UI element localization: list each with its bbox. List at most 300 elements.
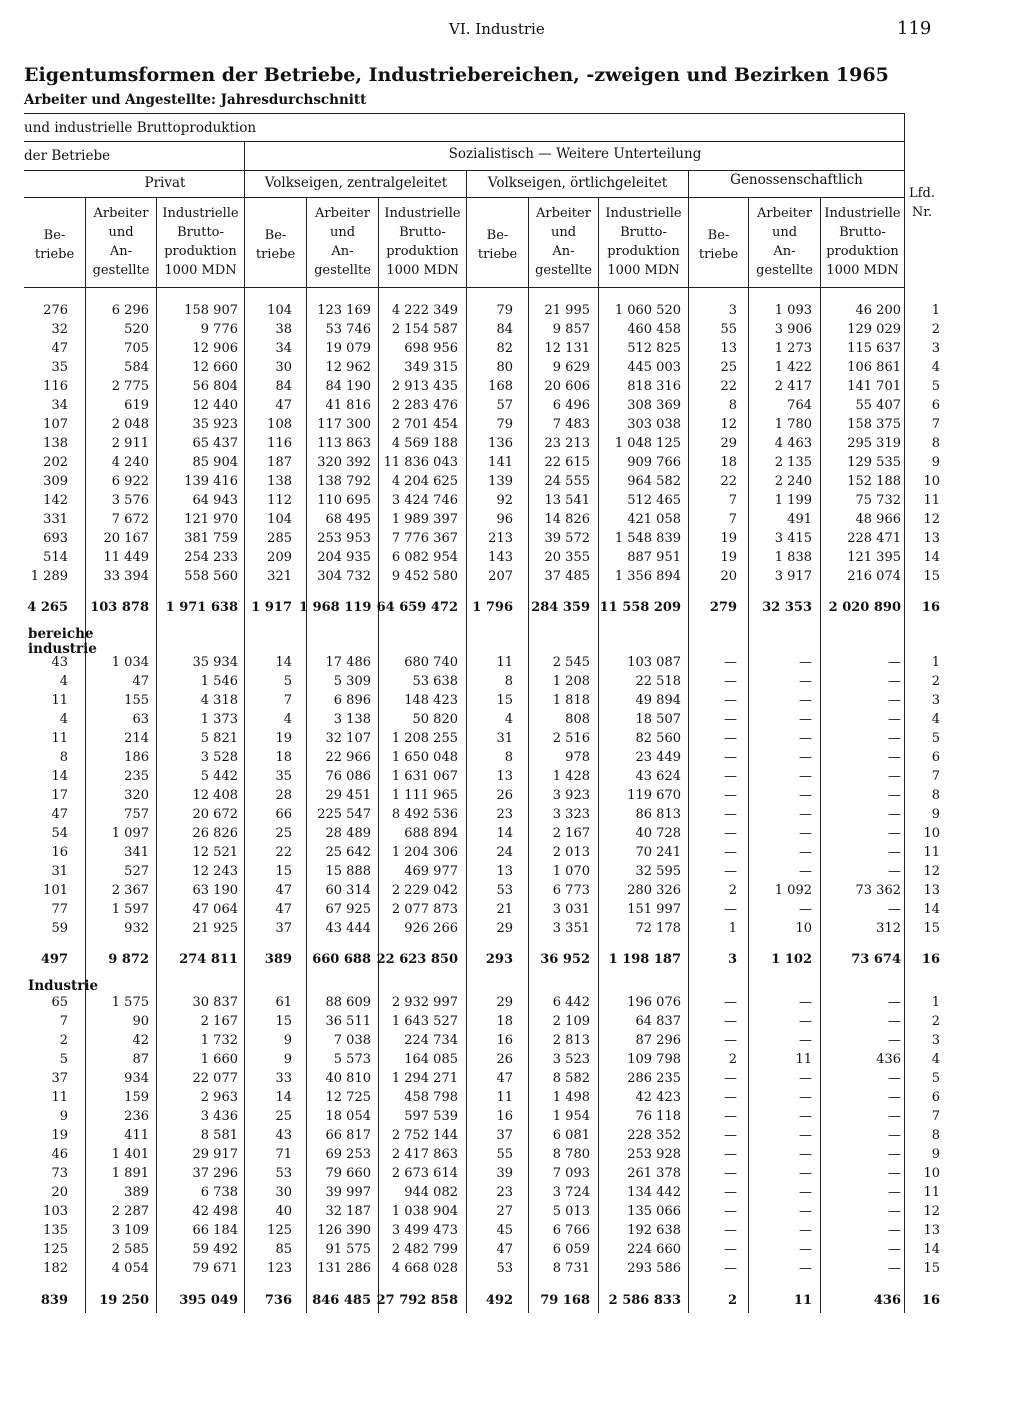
table-cell: 6 496 — [552, 398, 590, 413]
table-row — [0, 750, 1024, 769]
table-cell: — — [888, 1090, 901, 1105]
table-cell: 25 — [275, 1109, 292, 1124]
table-cell: — — [724, 712, 737, 727]
table-cell: 64 837 — [635, 1014, 681, 1029]
table-cell: 90 — [132, 1014, 149, 1029]
table-cell: 978 — [565, 750, 590, 765]
table-cell: 1 204 306 — [391, 845, 458, 860]
table-cell: 5 821 — [200, 731, 238, 746]
row-number: 8 — [931, 436, 940, 451]
subheader-zentral-produktion: Industrielle Brutto- produktion 1000 MDN — [384, 206, 461, 278]
table-cell: 121 970 — [184, 512, 238, 527]
table-cell: 293 586 — [627, 1261, 681, 1276]
table-cell: 497 — [40, 952, 68, 967]
table-cell: 1 294 271 — [391, 1071, 458, 1086]
table-cell: 9 452 580 — [391, 569, 458, 584]
table-cell: 48 966 — [855, 512, 901, 527]
table-cell: 15 — [275, 864, 292, 879]
table-cell: 597 539 — [404, 1109, 458, 1124]
table-cell: 70 241 — [635, 845, 681, 860]
table-cell: 5 — [59, 1052, 68, 1067]
table-cell: 22 623 850 — [376, 952, 458, 967]
table-cell: — — [799, 864, 812, 879]
table-cell: 32 595 — [635, 864, 681, 879]
table-cell: 139 416 — [184, 474, 238, 489]
table-cell: 29 — [496, 921, 513, 936]
row-number: 7 — [931, 1109, 940, 1124]
table-cell: 5 573 — [333, 1052, 371, 1067]
table-cell: 29 — [496, 995, 513, 1010]
table-cell: — — [724, 655, 737, 670]
table-cell: 134 442 — [627, 1185, 681, 1200]
table-row — [0, 1185, 1024, 1204]
table-cell: 2 673 614 — [391, 1166, 458, 1181]
row-number: 9 — [931, 1147, 940, 1162]
table-cell: — — [888, 807, 901, 822]
table-cell: 4 569 188 — [391, 436, 458, 451]
table-cell: 25 642 — [325, 845, 371, 860]
table-cell: — — [724, 1071, 737, 1086]
table-cell: 138 — [267, 474, 292, 489]
table-cell: 1 356 894 — [614, 569, 681, 584]
table-cell: 909 766 — [627, 455, 681, 470]
table-cell: 18 507 — [635, 712, 681, 727]
table-cell: 17 486 — [325, 655, 371, 670]
table-cell: 80 — [496, 360, 513, 375]
table-cell: 303 038 — [627, 417, 681, 432]
table-cell: 59 — [51, 921, 68, 936]
table-cell: — — [799, 1242, 812, 1257]
table-cell: 293 — [485, 952, 513, 967]
table-cell: 2 013 — [552, 845, 590, 860]
table-cell: 141 701 — [847, 379, 901, 394]
table-cell: 285 — [267, 531, 292, 546]
table-cell: 22 — [275, 845, 292, 860]
table-cell: — — [724, 769, 737, 784]
table-cell: 53 — [496, 883, 513, 898]
table-cell: 87 296 — [635, 1033, 681, 1048]
table-cell: 79 660 — [325, 1166, 371, 1181]
table-row — [0, 921, 1024, 940]
row-number: 5 — [931, 1071, 940, 1086]
table-cell: 2 417 — [774, 379, 812, 394]
table-cell: 30 837 — [192, 995, 238, 1010]
table-cell: 29 451 — [325, 788, 371, 803]
table-cell: 66 817 — [325, 1128, 371, 1143]
table-cell: 55 407 — [855, 398, 901, 413]
running-header: VI. Industrie — [449, 20, 545, 38]
table-row — [0, 493, 1024, 512]
table-cell: 5 013 — [552, 1204, 590, 1219]
row-number: 2 — [931, 322, 940, 337]
table-cell: 2 545 — [552, 655, 590, 670]
table-cell: 11 — [795, 1052, 812, 1067]
table-cell: 3 109 — [111, 1223, 149, 1238]
total-row — [0, 600, 1024, 619]
table-cell: — — [799, 1166, 812, 1181]
table-cell: 2 813 — [552, 1033, 590, 1048]
table-cell: 11 — [496, 655, 513, 670]
table-cell: 2 077 873 — [391, 902, 458, 917]
table-cell: 312 — [876, 921, 901, 936]
table-cell: 7 672 — [111, 512, 149, 527]
table-cell: — — [888, 1185, 901, 1200]
table-cell: 680 740 — [404, 655, 458, 670]
table-cell: — — [888, 769, 901, 784]
table-cell: — — [724, 1109, 737, 1124]
table-row — [0, 398, 1024, 417]
table-cell: 129 029 — [847, 322, 901, 337]
table-cell: 15 888 — [325, 864, 371, 879]
table-row — [0, 531, 1024, 550]
table-cell: 13 541 — [544, 493, 590, 508]
table-cell: 1 548 839 — [614, 531, 681, 546]
table-row — [0, 455, 1024, 474]
table-cell: 21 — [496, 902, 513, 917]
table-cell: 54 — [51, 826, 68, 841]
table-row — [0, 341, 1024, 360]
table-cell: 15 — [275, 1014, 292, 1029]
table-row — [0, 474, 1024, 493]
table-cell: 11 — [51, 693, 68, 708]
row-number: 7 — [931, 769, 940, 784]
table-cell: 304 732 — [317, 569, 371, 584]
table-cell: 88 609 — [325, 995, 371, 1010]
table-cell: 76 086 — [325, 769, 371, 784]
table-cell: 209 — [267, 550, 292, 565]
table-cell: 1 — [728, 921, 737, 936]
table-cell: 35 923 — [192, 417, 238, 432]
table-cell: 47 — [51, 341, 68, 356]
table-cell: 1 650 048 — [391, 750, 458, 765]
table-cell: — — [724, 845, 737, 860]
table-cell: 86 813 — [635, 807, 681, 822]
table-cell: 3 917 — [774, 569, 812, 584]
table-row — [0, 1071, 1024, 1090]
table-cell: 1 373 — [200, 712, 238, 727]
table-cell: 349 315 — [404, 360, 458, 375]
table-cell: 6 442 — [552, 995, 590, 1010]
table-cell: 389 — [124, 1185, 149, 1200]
table-row — [0, 883, 1024, 902]
table-cell: 43 444 — [325, 921, 371, 936]
table-row — [0, 303, 1024, 322]
table-cell: 1 660 — [200, 1052, 238, 1067]
table-cell: 47 064 — [192, 902, 238, 917]
table-cell: 1 289 — [30, 569, 68, 584]
table-cell: — — [724, 1185, 737, 1200]
table-row — [0, 693, 1024, 712]
table-cell: 14 826 — [544, 512, 590, 527]
table-cell: 1 102 — [771, 952, 812, 967]
table-cell: — — [724, 826, 737, 841]
table-cell: 43 624 — [635, 769, 681, 784]
header-continuation-1: und industrielle Bruttoproduktion — [24, 120, 257, 136]
header-lfd-nr: Lfd. Nr. — [909, 186, 935, 220]
table-cell: 59 492 — [192, 1242, 238, 1257]
table-cell: 3 323 — [552, 807, 590, 822]
table-cell: 18 — [720, 455, 737, 470]
table-cell: 6 082 954 — [391, 550, 458, 565]
table-cell: 24 555 — [544, 474, 590, 489]
table-cell: 142 — [43, 493, 68, 508]
table-cell: 309 — [43, 474, 68, 489]
table-cell: 129 535 — [847, 455, 901, 470]
table-cell: — — [888, 788, 901, 803]
table-cell: 1 070 — [552, 864, 590, 879]
table-row — [0, 902, 1024, 921]
table-cell: — — [799, 1223, 812, 1238]
table-cell: 19 250 — [99, 1293, 149, 1308]
table-cell: 11 — [51, 731, 68, 746]
table-cell: 12 725 — [325, 1090, 371, 1105]
table-cell: — — [724, 1223, 737, 1238]
table-cell: 151 997 — [627, 902, 681, 917]
table-cell: 469 977 — [404, 864, 458, 879]
table-cell: 11 — [51, 1090, 68, 1105]
table-cell: 3 923 — [552, 788, 590, 803]
table-cell: 3 906 — [774, 322, 812, 337]
table-row — [0, 864, 1024, 883]
table-cell: 3 415 — [774, 531, 812, 546]
table-cell: 693 — [43, 531, 68, 546]
table-cell: 34 — [51, 398, 68, 413]
table-cell: 84 — [275, 379, 292, 394]
table-cell: 286 235 — [627, 1071, 681, 1086]
table-cell: 65 — [51, 995, 68, 1010]
table-cell: 228 352 — [627, 1128, 681, 1143]
table-cell: 36 511 — [325, 1014, 371, 1029]
table-cell: 155 — [124, 693, 149, 708]
table-cell: 8 581 — [200, 1128, 238, 1143]
table-cell: 22 — [720, 379, 737, 394]
table-cell: 4 668 028 — [391, 1261, 458, 1276]
table-cell: 26 826 — [192, 826, 238, 841]
table-cell: 47 — [275, 902, 292, 917]
table-cell: 20 606 — [544, 379, 590, 394]
table-cell: 1 093 — [774, 303, 812, 318]
table-cell: 63 — [132, 712, 149, 727]
table-cell: — — [888, 845, 901, 860]
row-number: 8 — [931, 1128, 940, 1143]
row-number: 14 — [923, 902, 940, 917]
table-cell: 527 — [124, 864, 149, 879]
table-cell: 4 265 — [27, 600, 68, 615]
table-cell: 43 — [51, 655, 68, 670]
row-number: 12 — [923, 864, 940, 879]
table-cell: 4 054 — [111, 1261, 149, 1276]
row-number: 6 — [931, 750, 940, 765]
table-cell: 63 190 — [192, 883, 238, 898]
table-cell: 20 672 — [192, 807, 238, 822]
table-cell: 91 575 — [325, 1242, 371, 1257]
table-cell: 19 — [275, 731, 292, 746]
table-row — [0, 1052, 1024, 1071]
table-cell: 12 131 — [544, 341, 590, 356]
table-cell: 9 629 — [552, 360, 590, 375]
table-cell: — — [724, 693, 737, 708]
table-cell: 34 — [275, 341, 292, 356]
table-cell: 47 — [51, 807, 68, 822]
table-cell: — — [724, 674, 737, 689]
table-cell: 520 — [124, 322, 149, 337]
table-cell: 2 752 144 — [391, 1128, 458, 1143]
table-cell: 846 485 — [312, 1293, 371, 1308]
table-cell: 116 — [43, 379, 68, 394]
subheader-oertlich-produktion: Industrielle Brutto- produktion 1000 MDN — [605, 206, 682, 278]
table-cell: 117 300 — [317, 417, 371, 432]
table-cell: 55 — [720, 322, 737, 337]
table-cell: 9 — [283, 1033, 292, 1048]
table-cell: 4 463 — [774, 436, 812, 451]
table-cell: 131 286 — [317, 1261, 371, 1276]
table-cell: 3 138 — [333, 712, 371, 727]
table-cell: 2 516 — [552, 731, 590, 746]
rule-line1 — [24, 141, 904, 142]
table-cell: — — [888, 712, 901, 727]
table-cell: 60 314 — [325, 883, 371, 898]
table-cell: 12 660 — [192, 360, 238, 375]
table-cell: 27 — [496, 1204, 513, 1219]
table-cell: — — [799, 1090, 812, 1105]
table-cell: 558 560 — [184, 569, 238, 584]
table-cell: 3 351 — [552, 921, 590, 936]
table-cell: 2 135 — [774, 455, 812, 470]
table-cell: 12 243 — [192, 864, 238, 879]
table-cell: 1 498 — [552, 1090, 590, 1105]
table-cell: 103 — [43, 1204, 68, 1219]
table-cell: — — [888, 1261, 901, 1276]
table-cell: 16 — [496, 1109, 513, 1124]
table-cell: 1 780 — [774, 417, 812, 432]
table-cell: 492 — [485, 1293, 513, 1308]
table-cell: 11 — [496, 1090, 513, 1105]
table-cell: 2 — [727, 1293, 737, 1308]
table-cell: — — [799, 1014, 812, 1029]
table-cell: 279 — [709, 600, 737, 615]
table-cell: 512 825 — [627, 341, 681, 356]
table-cell: 458 798 — [404, 1090, 458, 1105]
table-cell: 32 — [51, 322, 68, 337]
table-cell: 15 — [496, 693, 513, 708]
table-cell: 75 732 — [855, 493, 901, 508]
table-cell: 28 489 — [325, 826, 371, 841]
table-cell: 1 208 255 — [391, 731, 458, 746]
header-privat: Privat — [144, 175, 186, 191]
table-cell: 584 — [124, 360, 149, 375]
table-cell: 68 495 — [325, 512, 371, 527]
table-cell: 14 — [51, 769, 68, 784]
table-cell: 235 — [124, 769, 149, 784]
table-cell: 47 — [275, 883, 292, 898]
row-number: 13 — [923, 1223, 940, 1238]
table-cell: 40 — [275, 1204, 292, 1219]
table-cell: 389 — [264, 952, 292, 967]
row-number: 16 — [921, 952, 940, 967]
table-cell: 20 — [51, 1185, 68, 1200]
table-cell: 253 953 — [317, 531, 371, 546]
table-cell: 13 — [720, 341, 737, 356]
table-cell: 491 — [787, 512, 812, 527]
table-cell: 22 966 — [325, 750, 371, 765]
table-cell: 9 — [59, 1109, 68, 1124]
table-cell: 1 971 638 — [165, 600, 238, 615]
table-cell: 11 — [793, 1293, 812, 1308]
table-cell: — — [888, 864, 901, 879]
table-cell: 103 878 — [90, 600, 149, 615]
table-cell: 4 — [59, 674, 68, 689]
table-cell: 2 287 — [111, 1204, 149, 1219]
table-cell: 65 437 — [192, 436, 238, 451]
table-cell: — — [799, 1128, 812, 1143]
table-cell: — — [888, 1242, 901, 1257]
table-cell: — — [724, 1128, 737, 1143]
table-cell: 22 077 — [192, 1071, 238, 1086]
table-cell: 964 582 — [627, 474, 681, 489]
table-cell: 887 951 — [627, 550, 681, 565]
table-row — [0, 1204, 1024, 1223]
table-cell: 47 — [132, 674, 149, 689]
subheader-oertlich-arbeiter: Arbeiter und An- gestellte — [535, 206, 592, 278]
table-cell: — — [799, 693, 812, 708]
row-number: 4 — [931, 360, 940, 375]
table-cell: 5 309 — [333, 674, 371, 689]
table-row — [0, 1014, 1024, 1033]
table-cell: 85 904 — [192, 455, 238, 470]
table-row — [0, 322, 1024, 341]
table-cell: 1 273 — [774, 341, 812, 356]
row-number: 5 — [931, 379, 940, 394]
table-cell: 1 818 — [552, 693, 590, 708]
total-row — [0, 952, 1024, 971]
table-cell: 164 085 — [404, 1052, 458, 1067]
table-row — [0, 845, 1024, 864]
table-row — [0, 826, 1024, 845]
table-cell: 14 — [496, 826, 513, 841]
table-cell: 1 968 119 — [299, 600, 372, 615]
table-cell: 3 724 — [552, 1185, 590, 1200]
table-cell: 9 872 — [108, 952, 149, 967]
table-cell: 49 894 — [635, 693, 681, 708]
rule-line2 — [24, 170, 904, 171]
table-row — [0, 1033, 1024, 1052]
row-number: 4 — [931, 1052, 940, 1067]
table-cell: 13 — [496, 864, 513, 879]
table-cell: 41 816 — [325, 398, 371, 413]
table-cell: 46 200 — [855, 303, 901, 318]
table-cell: 9 857 — [552, 322, 590, 337]
row-number: 10 — [923, 826, 940, 841]
table-cell: 123 — [267, 1261, 292, 1276]
table-cell: 1 575 — [111, 995, 149, 1010]
table-cell: 138 — [43, 436, 68, 451]
table-cell: 25 — [275, 826, 292, 841]
table-cell: 3 — [728, 303, 737, 318]
table-cell: 71 — [275, 1147, 292, 1162]
table-cell: 688 894 — [404, 826, 458, 841]
table-cell: 152 188 — [847, 474, 901, 489]
table-cell: 42 423 — [635, 1090, 681, 1105]
table-cell: 64 943 — [192, 493, 238, 508]
table-cell: 84 190 — [325, 379, 371, 394]
table-cell: 2 167 — [552, 826, 590, 841]
table-cell: 1 111 965 — [391, 788, 458, 803]
row-number: 10 — [923, 1166, 940, 1181]
table-cell: 6 766 — [552, 1223, 590, 1238]
table-cell: 53 746 — [325, 322, 371, 337]
table-cell: 143 — [488, 550, 513, 565]
table-cell: 2 367 — [111, 883, 149, 898]
